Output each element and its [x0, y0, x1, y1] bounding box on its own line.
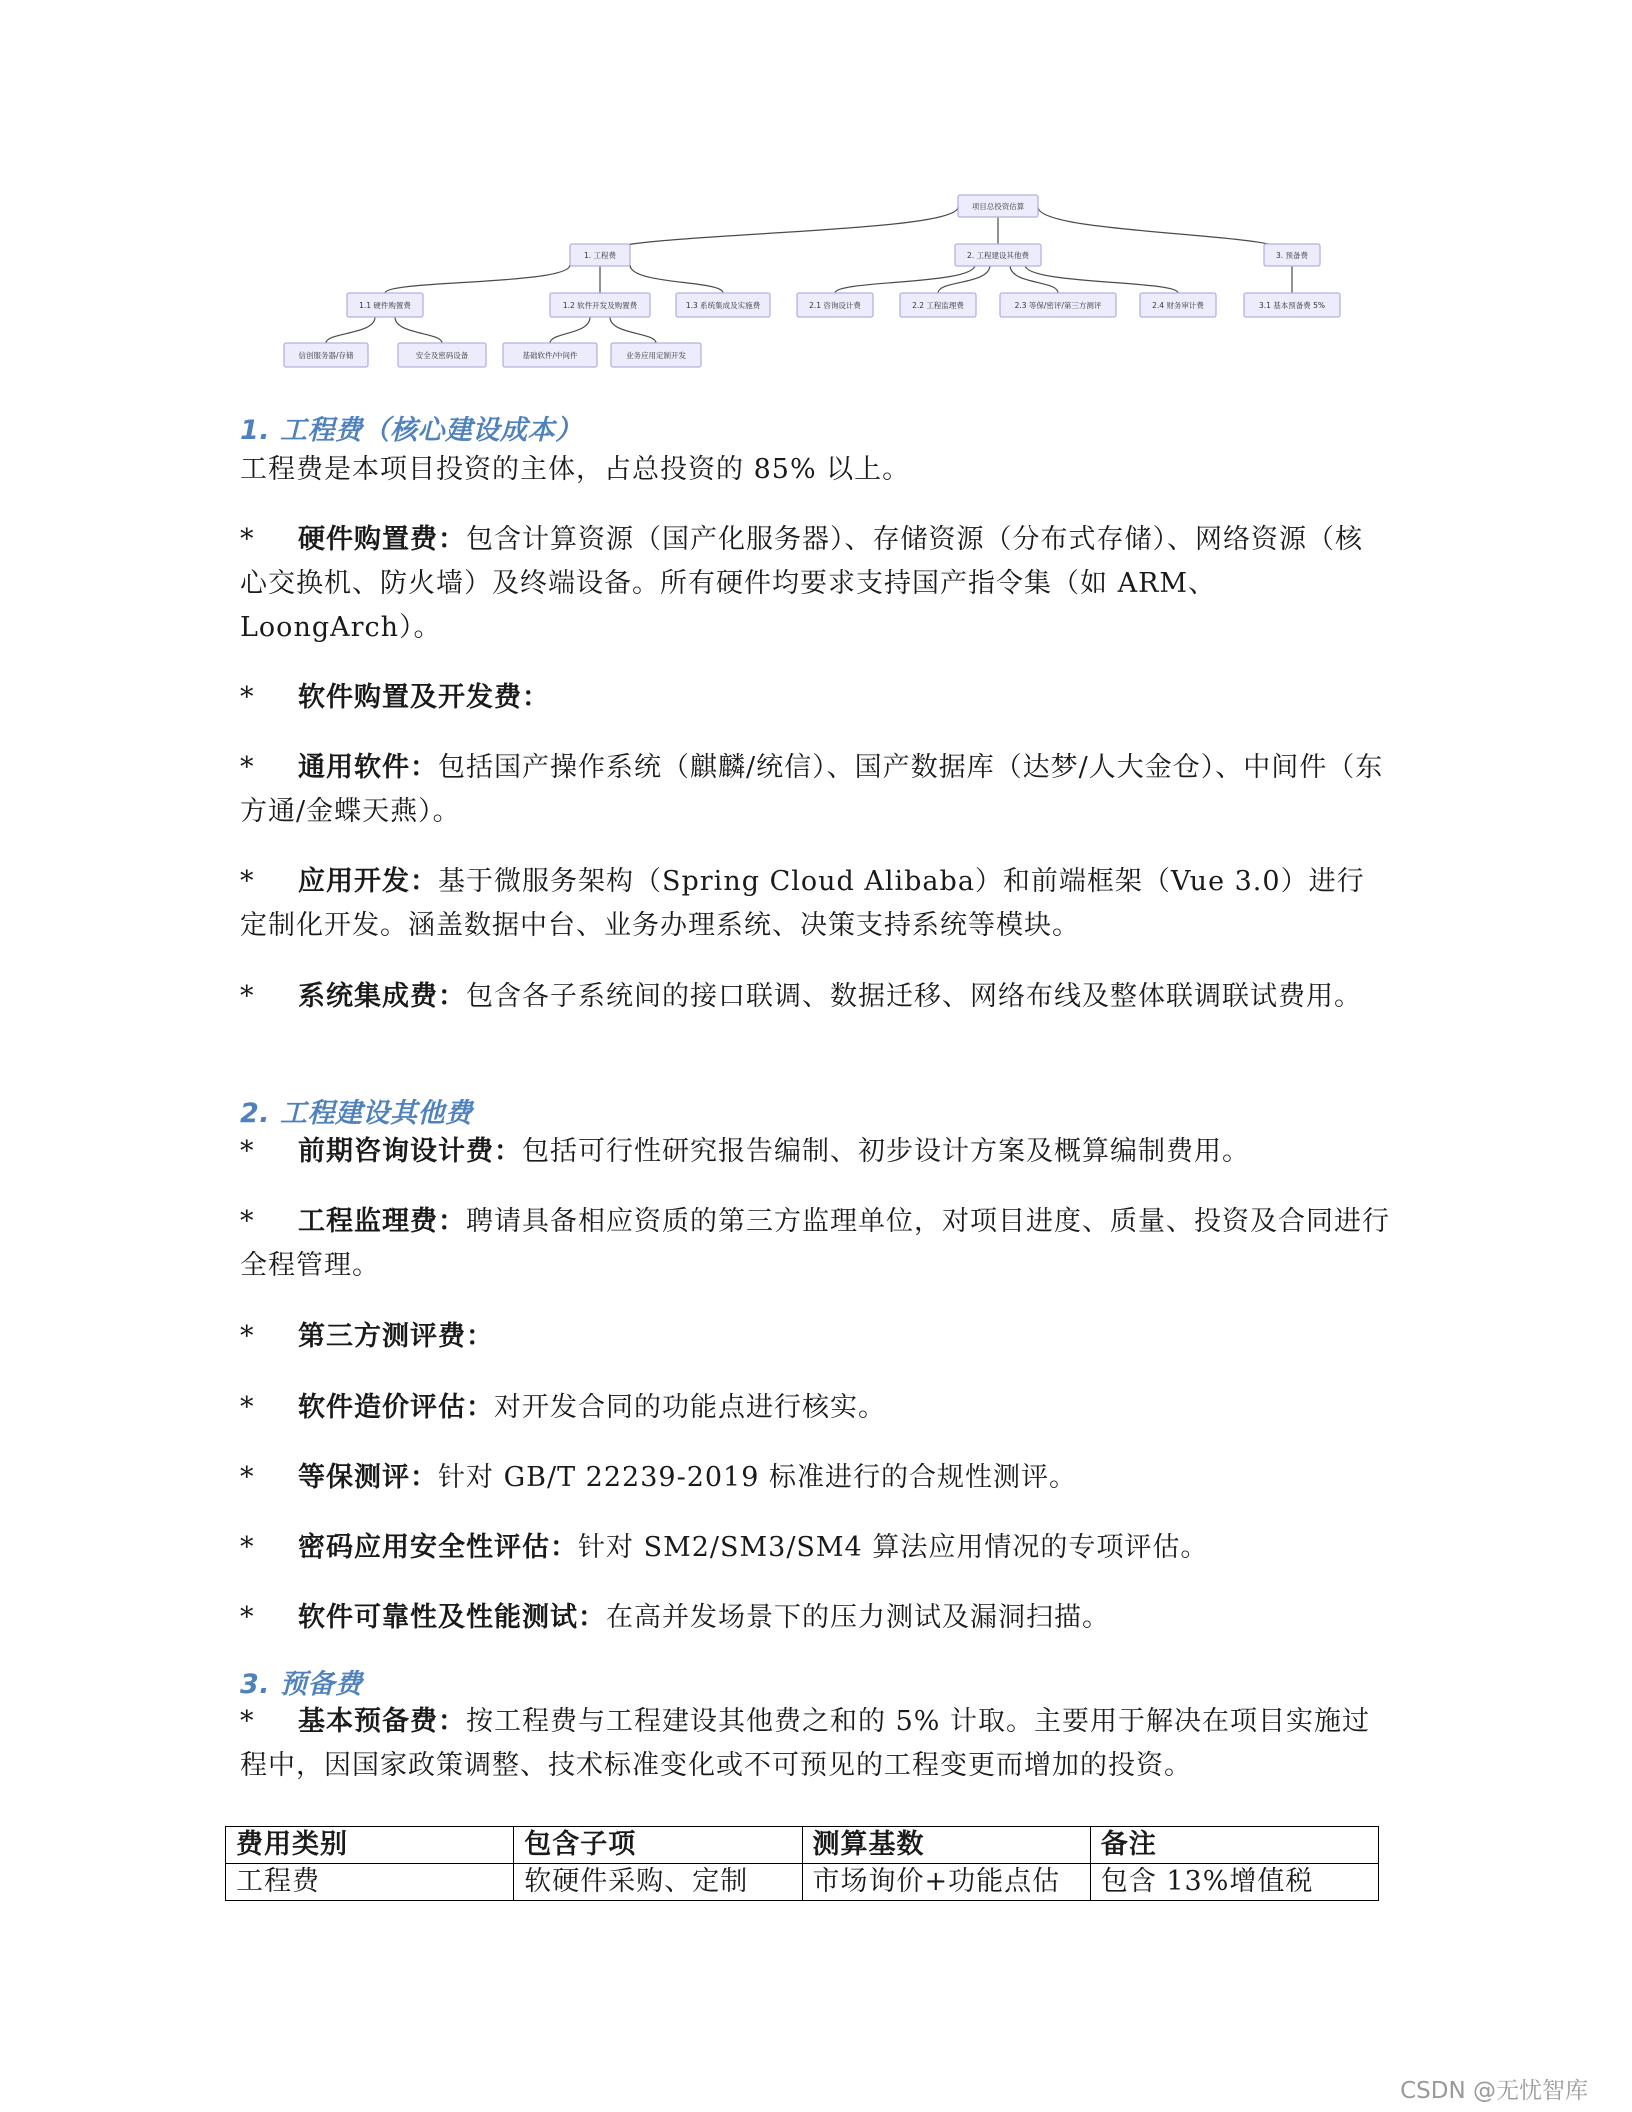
- node-1-3: [676, 293, 770, 317]
- svg-text:2. 工程建设其他费: 2. 工程建设其他费: [966, 251, 1030, 260]
- bullet-text: 聘请具备相应资质的第三方监理单位，对项目进度、质量、投资及合同进行全程管理。: [240, 1206, 1390, 1281]
- table-header-cell: 包含子项: [514, 1827, 802, 1864]
- section3-heading: 3. 预备费: [240, 1669, 363, 1700]
- bullet-reliability: [240, 1596, 1390, 1640]
- bullet-crypto: [240, 1526, 1390, 1570]
- bullet-star: *: [240, 1392, 255, 1423]
- svg-text:1. 工程费: 1. 工程费: [583, 251, 617, 260]
- bullet-star: *: [240, 1206, 255, 1237]
- svg-text:1.3 系统集成及实施费: 1.3 系统集成及实施费: [685, 301, 761, 310]
- bullet-star: *: [240, 524, 255, 555]
- bullet-label: 系统集成费：: [298, 981, 466, 1012]
- bullet-star: *: [240, 1602, 255, 1633]
- edge-11-b: [395, 317, 442, 343]
- bullet-star: *: [240, 1321, 255, 1352]
- svg-text:基础软件/中间件: 基础软件/中间件: [522, 351, 578, 360]
- node-1-1-b: [398, 343, 486, 367]
- svg-text:2.1 咨询设计费: 2.1 咨询设计费: [809, 301, 861, 310]
- bullet-label: 基本预备费：: [298, 1706, 466, 1737]
- node-2-3: [1000, 293, 1116, 317]
- bullet-third-party: [240, 1315, 1390, 1359]
- cost-table: [225, 1826, 1379, 1901]
- bullet-cost-evaluation: [240, 1386, 1390, 1430]
- bullet-text: 包含计算资源（国产化服务器）、存储资源（分布式存储）、网络资源（核心交换机、防火墙）及终端设备。所有硬件均要求支持国产指令集（如 ARM、LoongArch）。: [240, 524, 1363, 643]
- node-1-2-b: [611, 343, 701, 367]
- bullet-star: *: [240, 1706, 255, 1737]
- bullet-star: *: [240, 1532, 255, 1563]
- edge-1-13: [630, 265, 723, 293]
- svg-text:1.2 软件开发及购置费: 1.2 软件开发及购置费: [562, 301, 638, 310]
- bullet-label: 等保测评：: [298, 1462, 438, 1493]
- bullet-label: 密码应用安全性评估：: [298, 1532, 578, 1563]
- bullet-basic-reserve: [240, 1700, 1390, 1788]
- table-cell: 包含 13%增值税: [1090, 1864, 1378, 1901]
- table-header-row: [226, 1827, 1379, 1864]
- table-header-cell: 测算基数: [802, 1827, 1090, 1864]
- bullet-label: 工程监理费：: [298, 1206, 466, 1237]
- node-1-2-a: [503, 343, 597, 367]
- bullet-integration: [240, 975, 1390, 1019]
- bullet-label: 前期咨询设计费：: [298, 1136, 522, 1167]
- node-1-1-a: [284, 343, 368, 367]
- svg-text:2.3 等保/密评/第三方测评: 2.3 等保/密评/第三方测评: [1014, 301, 1102, 310]
- edge-2-22: [938, 265, 990, 293]
- node-2-1: [797, 293, 873, 317]
- edge-11-a: [326, 317, 375, 343]
- table-header-cell: 费用类别: [226, 1827, 514, 1864]
- edge-12-b: [610, 317, 656, 343]
- svg-text:2.2 工程监理费: 2.2 工程监理费: [912, 301, 964, 310]
- bullet-label: 软件造价评估：: [298, 1392, 494, 1423]
- section1-intro: 工程费是本项目投资的主体，占总投资的 85% 以上。: [240, 454, 911, 485]
- bullet-star: *: [240, 752, 255, 783]
- edge-2-23: [1010, 265, 1058, 293]
- bullet-text: 基于微服务架构（Spring Cloud Alibaba）和前端框架（Vue 3.0）进行定制化开发。涵盖数据中台、业务办理系统、决策支持系统等模块。: [240, 866, 1365, 941]
- bullet-text: 包括可行性研究报告编制、初步设计方案及概算编制费用。: [522, 1136, 1250, 1167]
- node-3-1: [1244, 293, 1340, 317]
- table-cell: 市场询价+功能点估: [802, 1864, 1090, 1901]
- bullet-text: 针对 SM2/SM3/SM4 算法应用情况的专项评估。: [578, 1532, 1209, 1563]
- node-engineering: [570, 244, 630, 266]
- node-other-costs: [955, 244, 1041, 266]
- svg-text:3.1 基本预备费 5%: 3.1 基本预备费 5%: [1258, 301, 1326, 310]
- edge-1-11: [385, 265, 570, 293]
- bullet-star: *: [240, 1462, 255, 1493]
- node-2-4: [1140, 293, 1216, 317]
- edge-root-1: [600, 207, 958, 254]
- bullet-star: *: [240, 866, 255, 897]
- bullet-software: [240, 676, 1390, 720]
- bullet-app-dev: [240, 860, 1390, 948]
- watermark: CSDN @无忧智库: [1400, 2078, 1588, 2104]
- bullet-text: 包含各子系统间的接口联调、数据迁移、网络布线及整体联调联试费用。: [466, 981, 1362, 1012]
- bullet-label: 通用软件：: [298, 752, 438, 783]
- bullet-label: 软件可靠性及性能测试：: [298, 1602, 606, 1633]
- bullet-text: 针对 GB/T 22239-2019 标准进行的合规性测评。: [438, 1462, 1077, 1493]
- edge-root-3: [1038, 207, 1292, 254]
- node-root: [958, 195, 1038, 217]
- node-1-2: [550, 293, 650, 317]
- bullet-label: 硬件购置费：: [298, 524, 466, 555]
- bullet-label: 软件购置及开发费：: [298, 682, 550, 713]
- bullet-label: 第三方测评费：: [298, 1321, 494, 1352]
- node-reserve: [1264, 244, 1320, 266]
- bullet-hardware: [240, 518, 1390, 650]
- node-2-2: [900, 293, 976, 317]
- bullet-text: 按工程费与工程建设其他费之和的 5% 计取。主要用于解决在项目实施过程中，因国家政策调整、技术标准变化或不可预见的工程变更而增加的投资。: [240, 1706, 1370, 1781]
- bullet-star: *: [240, 981, 255, 1012]
- bullet-text: 在高并发场景下的压力测试及漏洞扫描。: [606, 1602, 1110, 1633]
- bullet-text: 对开发合同的功能点进行核实。: [494, 1392, 886, 1423]
- edge-2-21: [835, 265, 975, 293]
- bullet-consulting: [240, 1130, 1390, 1174]
- section1-heading: 1. 工程费（核心建设成本）: [240, 415, 583, 446]
- table-cell: 工程费: [226, 1864, 514, 1901]
- svg-text:安全及密码设备: 安全及密码设备: [415, 351, 469, 360]
- svg-text:3. 预备费: 3. 预备费: [1275, 251, 1309, 260]
- bullet-general-software: [240, 746, 1390, 834]
- svg-text:2.4 财务审计费: 2.4 财务审计费: [1152, 301, 1204, 310]
- bullet-label: 应用开发：: [298, 866, 438, 897]
- svg-text:1.1 硬件购置费: 1.1 硬件购置费: [359, 301, 411, 310]
- svg-text:业务应用定制开发: 业务应用定制开发: [626, 351, 686, 360]
- table-cell: 软硬件采购、定制: [514, 1864, 802, 1901]
- edge-12-a: [550, 317, 590, 343]
- bullet-mlps: [240, 1456, 1390, 1500]
- section2-heading: 2. 工程建设其他费: [240, 1098, 473, 1129]
- edge-2-24: [1025, 265, 1178, 293]
- diagram-edges: [326, 207, 1292, 343]
- investment-tree-diagram: [0, 0, 1632, 380]
- table-row: [226, 1864, 1379, 1901]
- node-1-1: [347, 293, 423, 317]
- bullet-text: 包括国产操作系统（麒麟/统信）、国产数据库（达梦/人大金仓）、中间件（东方通/金蝶天燕）。: [240, 752, 1384, 827]
- bullet-star: *: [240, 1136, 255, 1167]
- svg-text:项目总投资估算: 项目总投资估算: [971, 202, 1025, 211]
- table-header-cell: 备注: [1090, 1827, 1378, 1864]
- bullet-supervision: [240, 1200, 1390, 1288]
- svg-text:信创服务器/存储: 信创服务器/存储: [298, 351, 354, 360]
- bullet-star: *: [240, 682, 255, 713]
